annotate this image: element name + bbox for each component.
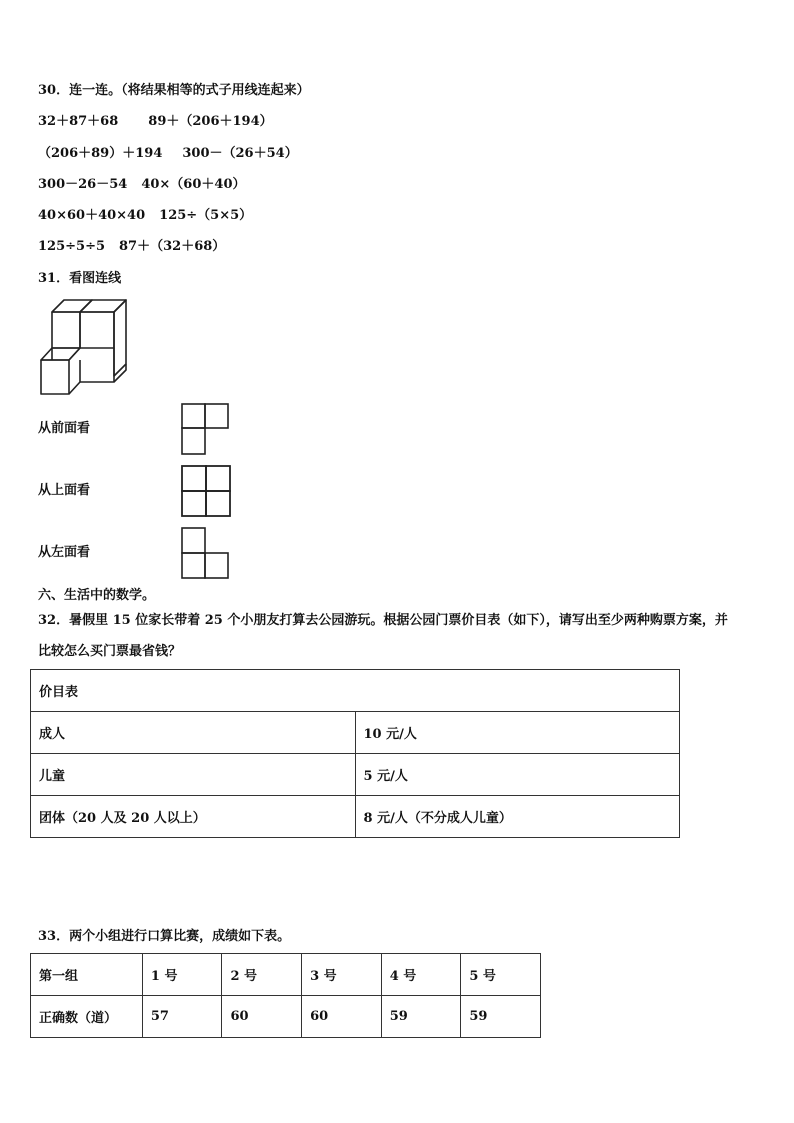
- table-row: [31, 954, 541, 996]
- table-cell: 60: [222, 996, 302, 1038]
- left-view-figure: [180, 525, 230, 581]
- top-view-figure: [180, 463, 232, 519]
- q30-expression-row: [38, 238, 225, 256]
- left-expression: 300－26－54: [38, 177, 128, 192]
- table-cell: 正确数（道）: [31, 996, 143, 1038]
- ticket-price-cell: 10 元/人: [355, 712, 680, 754]
- view-label: 从左面看: [38, 545, 91, 560]
- cube-stack-figure: [38, 298, 134, 398]
- front-view-figure: [180, 401, 230, 457]
- table-cell: 57: [142, 996, 222, 1038]
- q30-title: 30．连一连。（将结果相等的式子用线连起来）: [38, 83, 310, 98]
- table-cell: 1 号: [142, 954, 222, 996]
- ticket-type-cell: 儿童: [31, 754, 356, 796]
- left-expression: （206＋89）＋194: [38, 146, 163, 161]
- view-row-front: [38, 401, 258, 457]
- table-row: [31, 712, 680, 754]
- section-heading: 六、生活中的数学。: [38, 588, 156, 603]
- right-expression: 300－（26＋54）: [182, 146, 298, 161]
- table-row: [31, 754, 680, 796]
- left-expression: 125÷5÷5: [38, 239, 106, 254]
- view-label: 从前面看: [38, 421, 91, 436]
- ticket-price-cell: 8 元/人（不分成人儿童）: [355, 796, 680, 838]
- table-cell: 2 号: [222, 954, 302, 996]
- q32-text-line1: 32．暑假里 15 位家长带着 25 个小朋友打算去公园游玩。根据公园门票价目表（如下），请写出至少两种购票方案，并: [38, 613, 728, 628]
- table-cell: 60: [302, 996, 382, 1038]
- table-cell: 59: [461, 996, 541, 1038]
- q31-title: 31．看图连线: [38, 271, 122, 286]
- q30-expression-row: [38, 113, 273, 131]
- right-expression: 125÷（5×5）: [159, 208, 253, 223]
- view-label: 从上面看: [38, 483, 91, 498]
- table-cell: 5 号: [461, 954, 541, 996]
- price-table: [30, 669, 680, 838]
- ticket-type-cell: 成人: [31, 712, 356, 754]
- table-cell: 4 号: [381, 954, 461, 996]
- left-expression: 40×60＋40×40: [38, 208, 146, 223]
- ticket-type-cell: 团体（20 人及 20 人以上）: [31, 796, 356, 838]
- q30-expression-row: [38, 207, 252, 225]
- ticket-price-cell: 5 元/人: [355, 754, 680, 796]
- score-table: [30, 953, 541, 1038]
- table-cell: 第一组: [31, 954, 143, 996]
- table-row: [31, 996, 541, 1038]
- q33-title: 33．两个小组进行口算比赛，成绩如下表。: [38, 929, 291, 944]
- right-expression: 40×（60＋40）: [141, 177, 246, 192]
- q30-expression-row: [38, 145, 298, 163]
- view-row-top: [38, 463, 258, 519]
- right-expression: 87＋（32＋68）: [119, 239, 226, 254]
- q32-text-line2: 比较怎么买门票最省钱？: [38, 644, 182, 659]
- table-row: [31, 796, 680, 838]
- view-row-left: [38, 525, 258, 581]
- price-table-header: 价目表: [31, 670, 680, 712]
- q30-expression-row: [38, 176, 246, 194]
- table-cell: 3 号: [302, 954, 382, 996]
- table-cell: 59: [381, 996, 461, 1038]
- right-expression: 89＋（206＋194）: [148, 114, 273, 129]
- left-expression: 32＋87＋68: [38, 114, 119, 129]
- table-row: [31, 670, 680, 712]
